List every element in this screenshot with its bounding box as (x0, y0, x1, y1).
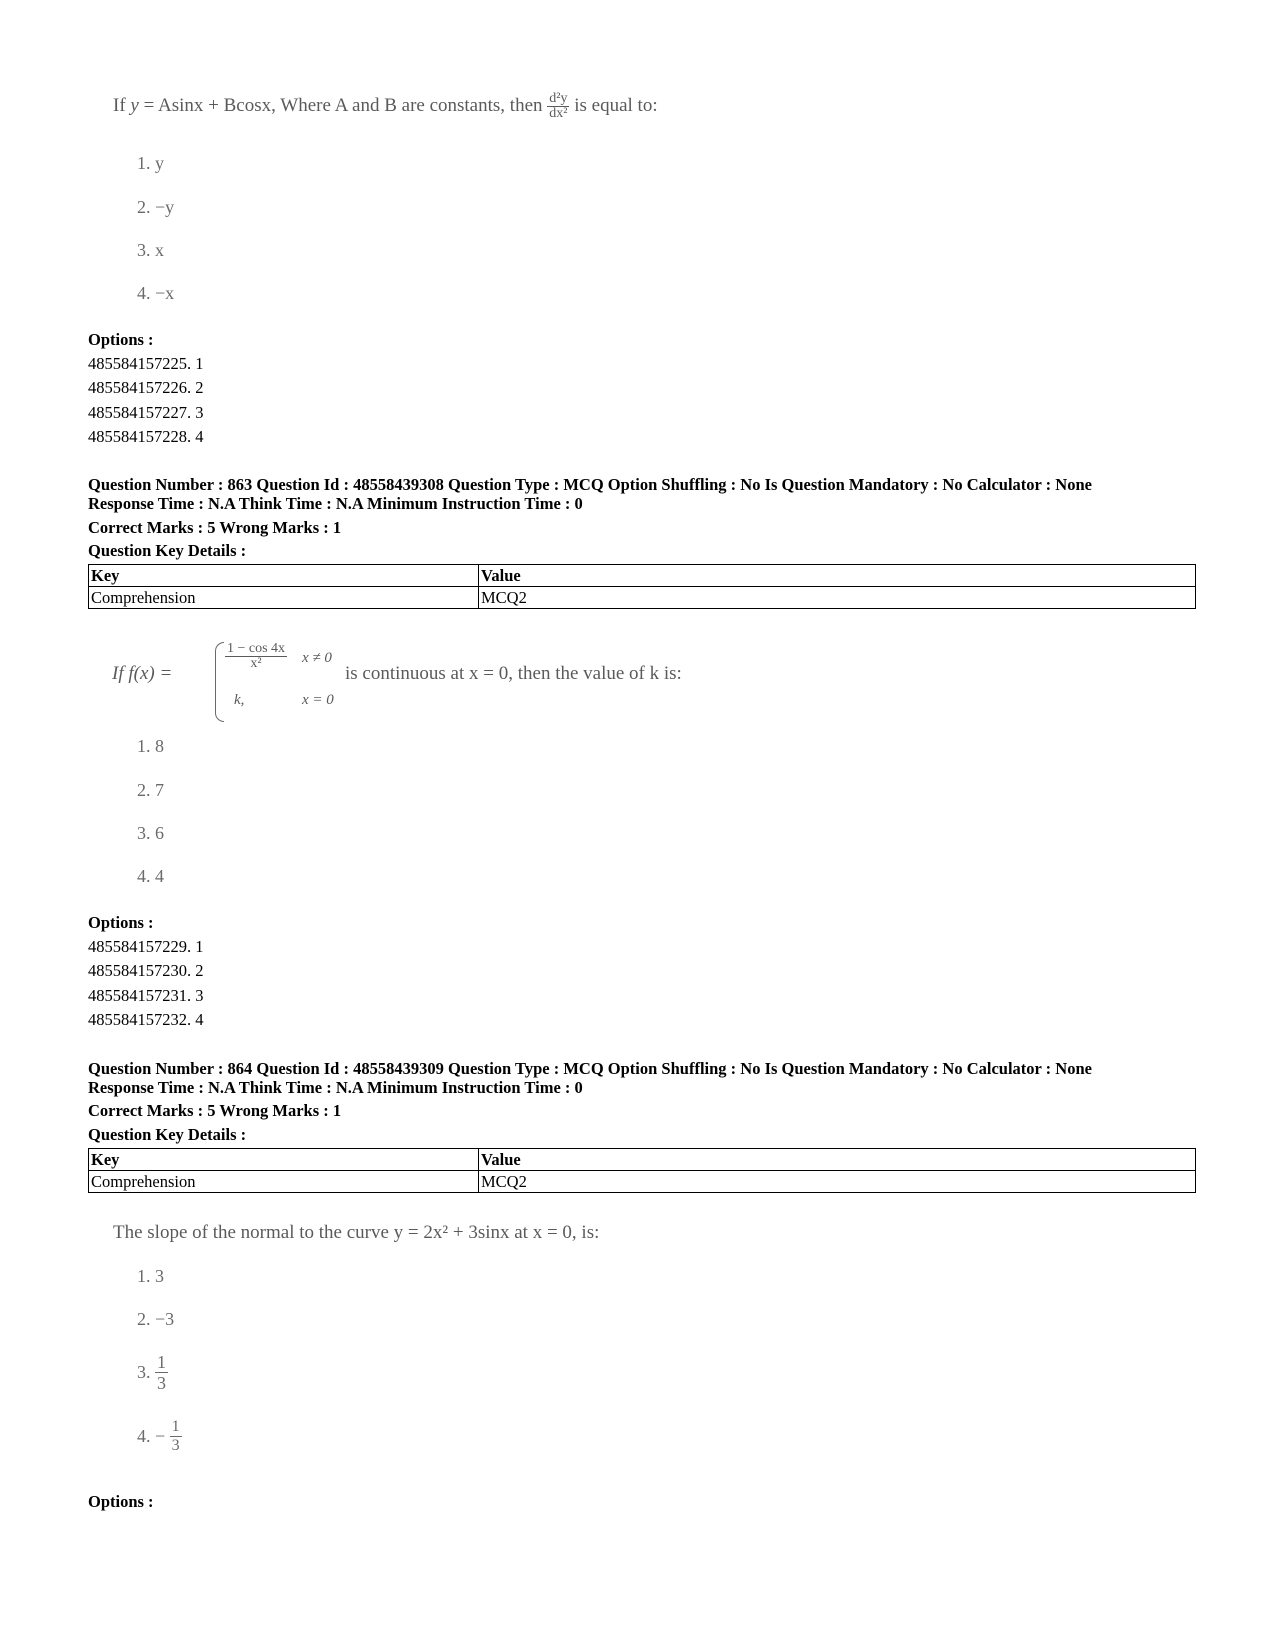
table-header-key: Key (89, 1149, 479, 1171)
choice-3: 3. x (137, 240, 164, 260)
question-863-meta-line2: Response Time : N.A Think Time : N.A Minimum Instruction Time : 0 (88, 494, 583, 513)
question-864-marks: Correct Marks : 5 Wrong Marks : 1 (88, 1101, 342, 1120)
choice-2: 2. −y (137, 197, 175, 217)
case1-numerator: 1 − cos 4x (227, 641, 286, 656)
choice-4 (137, 1418, 182, 1468)
question-864-key-details-label: Question Key Details : (88, 1125, 247, 1144)
table-header-row (89, 565, 1196, 587)
option-item: 485584157230. 2 (88, 961, 204, 981)
question-864-meta-line1: Question Number : 864 Question Id : 48558439309 Question Type : MCQ Option Shuffling : No Is Question Mandatory : No Calculator : None (88, 1059, 1092, 1078)
choice-3 (137, 1352, 168, 1402)
question-864-meta-line2: Response Time : N.A Think Time : N.A Minimum Instruction Time : 0 (88, 1078, 583, 1097)
question-864-key-table (88, 1148, 1196, 1193)
question-862-stem (113, 92, 658, 121)
choice-3: 3. 6 (137, 823, 164, 843)
case1-condition: x ≠ 0 (302, 650, 332, 666)
table-cell-value: MCQ2 (479, 1171, 1196, 1193)
question-863-key-details-label: Question Key Details : (88, 541, 247, 560)
option-item: 485584157225. 1 (88, 354, 204, 373)
frac-numerator: 1 (171, 1418, 180, 1435)
options-label: Options : (88, 330, 154, 349)
choice-1: 1. y (137, 153, 164, 173)
option-item: 485584157229. 1 (88, 937, 204, 956)
choice-2: 2. 7 (137, 780, 164, 800)
table-header-value: Value (479, 565, 1196, 587)
options-label: Options : (88, 913, 154, 932)
option-item: 485584157226. 2 (88, 378, 204, 398)
frac-denominator: 3 (157, 1373, 166, 1393)
choice-2: 2. −3 (137, 1309, 175, 1329)
stem-suffix: is equal to: (569, 94, 658, 116)
choice-1: 1. 8 (137, 736, 164, 756)
question-863-marks: Correct Marks : 5 Wrong Marks : 1 (88, 518, 342, 537)
stem-var: y (130, 94, 139, 116)
frac-numerator: 1 (157, 1352, 166, 1372)
case2-condition: x = 0 (302, 692, 334, 708)
frac-denominator: 3 (171, 1437, 180, 1454)
choice-4-prefix: 4. − (137, 1426, 166, 1446)
question-863-meta-line1: Question Number : 863 Question Id : 48558439308 Question Type : MCQ Option Shuffling : No Is Question Mandatory : No Calculator : None (88, 475, 1092, 494)
choice-4: 4. −x (137, 283, 175, 303)
table-row (89, 587, 1196, 609)
choice-4: 4. 4 (137, 866, 164, 886)
case1-fraction (225, 642, 287, 671)
table-cell-key: Comprehension (89, 1171, 479, 1193)
table-cell-key: Comprehension (89, 587, 479, 609)
stem-prefix: If f(x) = (112, 663, 173, 684)
options-list (88, 352, 204, 450)
frac-numerator: d²y (549, 91, 568, 106)
choice-1: 1. 3 (137, 1266, 164, 1286)
frac-denominator: dx² (549, 106, 568, 121)
piecewise-brace (215, 642, 224, 722)
question-863-key-table (88, 564, 1196, 609)
choice-4-fraction (170, 1418, 182, 1455)
option-item: 485584157231. 3 (88, 985, 204, 1005)
table-row (89, 1171, 1196, 1193)
stem-mid: = Asinx + Bcosx, Where A and B are constants, then (138, 94, 548, 116)
option-item: 485584157232. 4 (88, 1010, 204, 1030)
table-header-row (89, 1149, 1196, 1171)
table-header-key: Key (89, 565, 479, 587)
options-label: Options : (88, 1492, 154, 1511)
choice-3-fraction (155, 1352, 168, 1393)
stem-prefix: If (113, 94, 131, 116)
question-863-stem (112, 638, 732, 728)
table-header-value: Value (479, 1149, 1196, 1171)
question-864-stem: The slope of the normal to the curve y = 2x² + 3sinx at x = 0, is: (113, 1222, 600, 1243)
choice-3-prefix: 3. (137, 1362, 151, 1382)
case1-denominator: x² (250, 656, 262, 671)
option-item: 485584157227. 3 (88, 402, 204, 422)
table-cell-value: MCQ2 (479, 587, 1196, 609)
case2-value: k, (234, 692, 245, 708)
option-item: 485584157228. 4 (88, 427, 204, 447)
options-list (88, 935, 204, 1033)
stem-suffix: is continuous at x = 0, then the value of k is: (345, 663, 682, 684)
derivative-fraction (547, 92, 569, 121)
